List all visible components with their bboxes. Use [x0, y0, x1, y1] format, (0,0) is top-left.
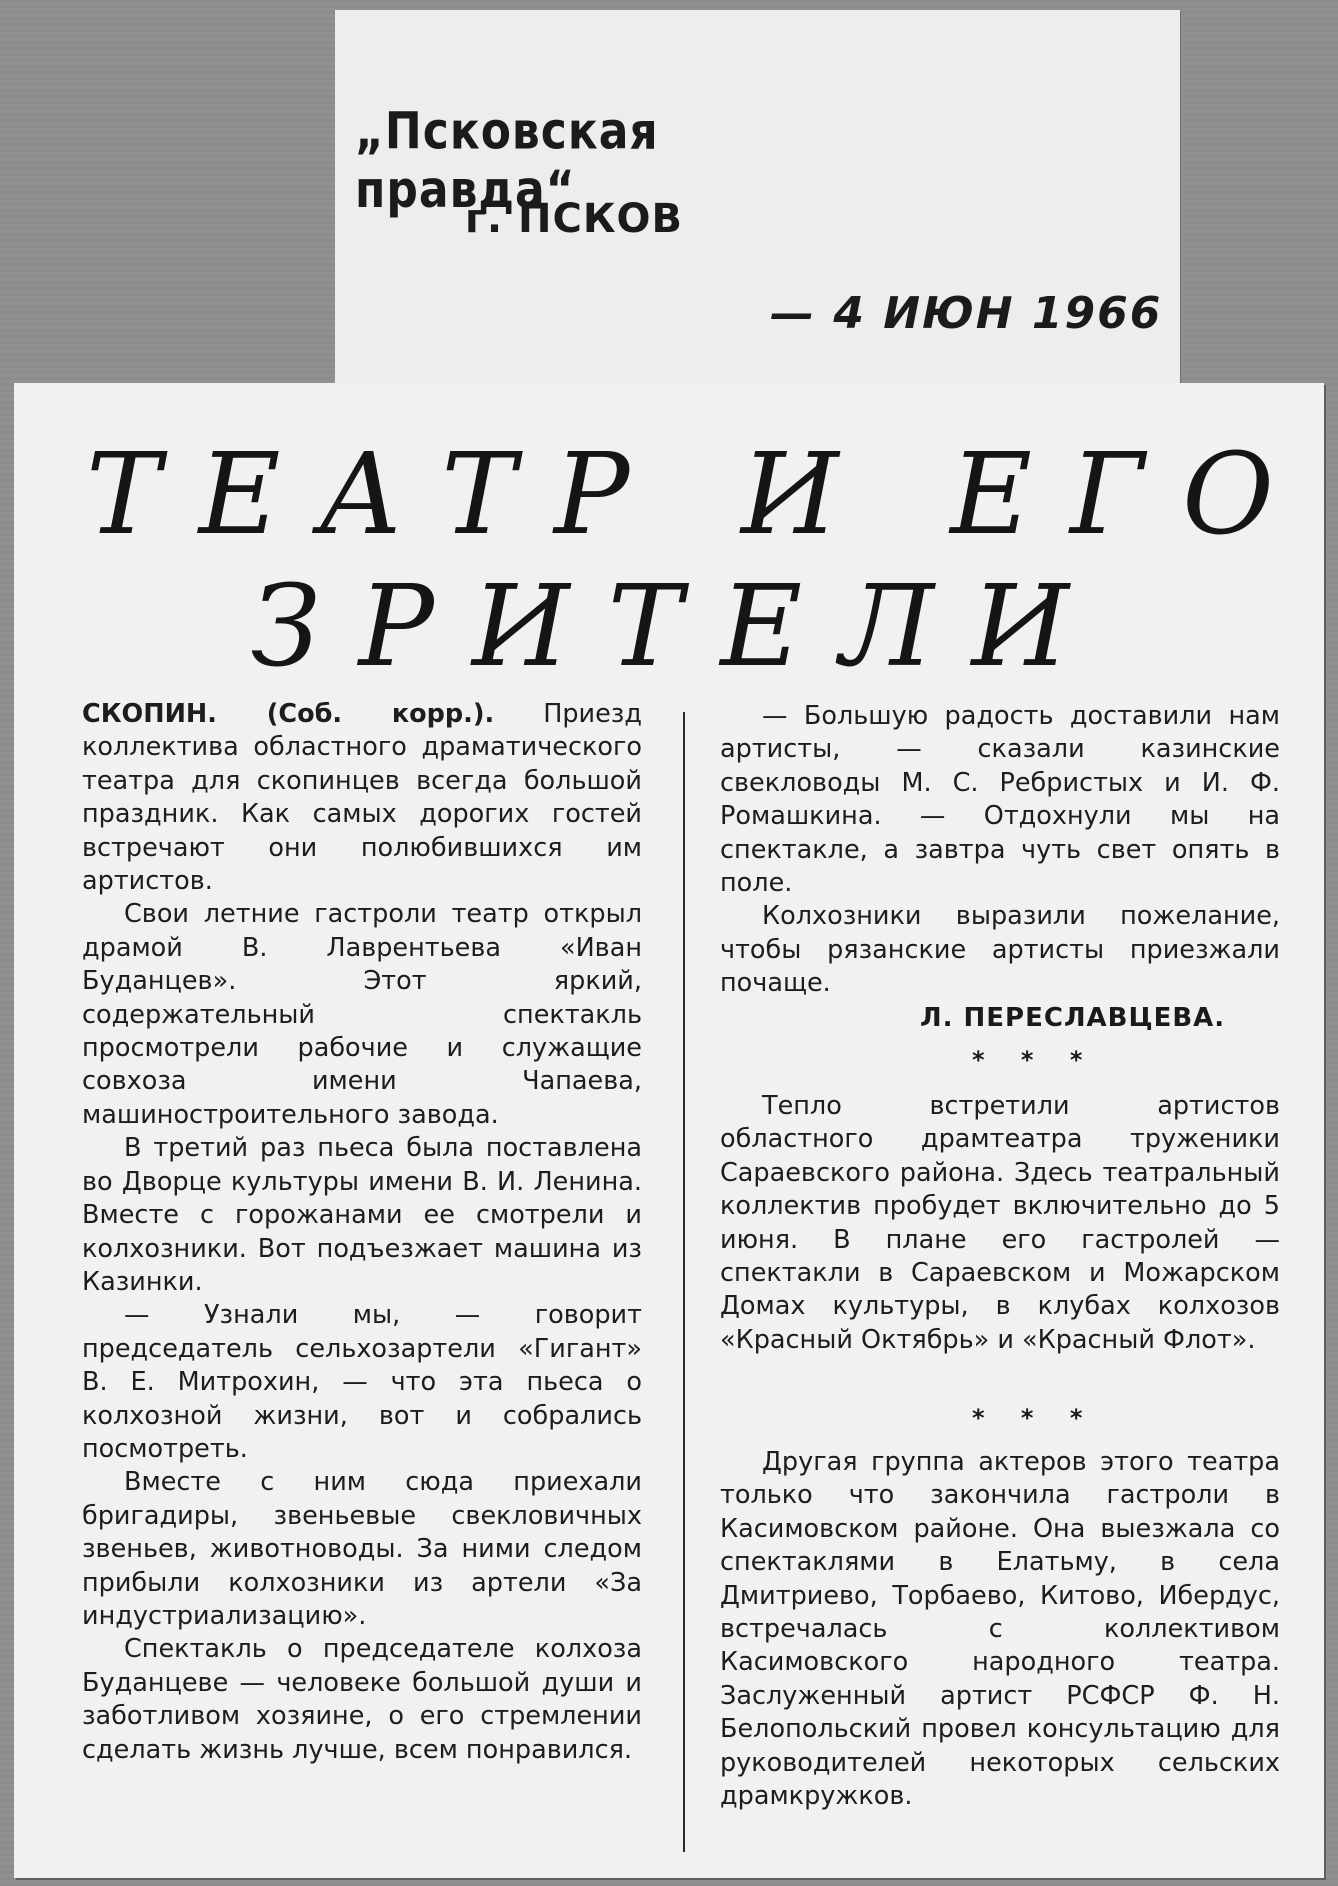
headline-line-1: ТЕАТР И ЕГО — [86, 430, 1312, 560]
newspaper-name: „Псковская правда“ — [355, 102, 659, 220]
column-divider — [683, 712, 685, 1852]
right-column-bottom — [720, 1446, 1280, 1813]
right-column-middle — [720, 1090, 1280, 1357]
paragraph: В третий раз пьеса была поставлена во Дворце культуры имени В. И. Ленина. Вместе с горожанами ее смотрели и колхозники. Вот подъезжает машина из Казинки. — [82, 1133, 642, 1297]
paragraph: Колхозники выразили пожелание, чтобы рязанские артисты приезжали почаще. — [720, 901, 1280, 999]
paragraph: Спектакль о председателе колхоза Буданцеве — человеке большой души и заботливом хозяине, о его стремлении сделать жизнь лучше, всем понравился. — [82, 1634, 642, 1765]
paragraph: Другая группа актеров этого театра только что закончила гастроли в Касимовском районе. Она выезжала со спектаклями в Елатьму, в села Дмитриево, Торбаево, Китово, Ибердус, встречалась с коллективом Касимовского народного театра. Заслуженный артист РСФСР Ф. Н. Белопольский провел консультацию для руководителей некоторых сельских драмкружков. — [720, 1447, 1280, 1812]
dateline: СКОПИН. (Соб. корр.). — [82, 699, 495, 729]
paragraph: — Узнали мы, — говорит председатель сельхозартели «Гигант» В. Е. Митрохин, — что эта пьеса о колхозной жизни, вот и собрались посмотреть. — [82, 1300, 642, 1464]
lead-paragraph — [82, 698, 642, 898]
paragraph: — Большую радость доставили нам артисты, — сказали казинские свекловоды М. С. Ребристых и И. Ф. Ромашкина. — Отдохнули мы на спектакле, а завтра чуть свет опять в поле. — [720, 701, 1280, 899]
author-signature: Л. ПЕРЕСЛАВЦЕВА. — [920, 1003, 1226, 1033]
paragraph-text: Приезд коллектива областного драматического театра для скопинцев всегда большой праздник. Как самых дорогих гостей встречают они полюбившихся им артистов. — [82, 699, 642, 897]
left-column — [82, 698, 642, 1767]
section-separator: * * * — [972, 1046, 1097, 1074]
paragraph: Вместе с ним сюда приехали бригадиры, звеньевые свекловичных звеньев, животноводы. За ними следом прибыли колхозники из артели «За индустриализацию». — [82, 1467, 642, 1631]
section-separator: * * * — [972, 1404, 1097, 1432]
newspaper-city: г. ПСКОВ — [465, 196, 684, 242]
right-column-top — [720, 700, 1280, 1001]
paragraph: Тепло встретили артистов областного драмтеатра труженики Сараевского района. Здесь театральный коллектив пробудет включительно до 5 июня. В плане его гастролей — спектакли в Сараевском и Можарском Домах культуры, в клубах колхозов «Красный Октябрь» и «Красный Флот». — [720, 1091, 1280, 1355]
clipping-date: — 4 ИЮН 1966 — [770, 288, 1163, 339]
headline-line-2: ЗРИТЕЛИ — [250, 562, 1108, 692]
paragraph: Свои летние гастроли театр открыл драмой В. Лаврентьева «Иван Буданцев». Этот яркий, содержательный спектакль просмотрели рабочие и служащие совхоза имени Чапаева, машиностроительного завода. — [82, 899, 642, 1130]
